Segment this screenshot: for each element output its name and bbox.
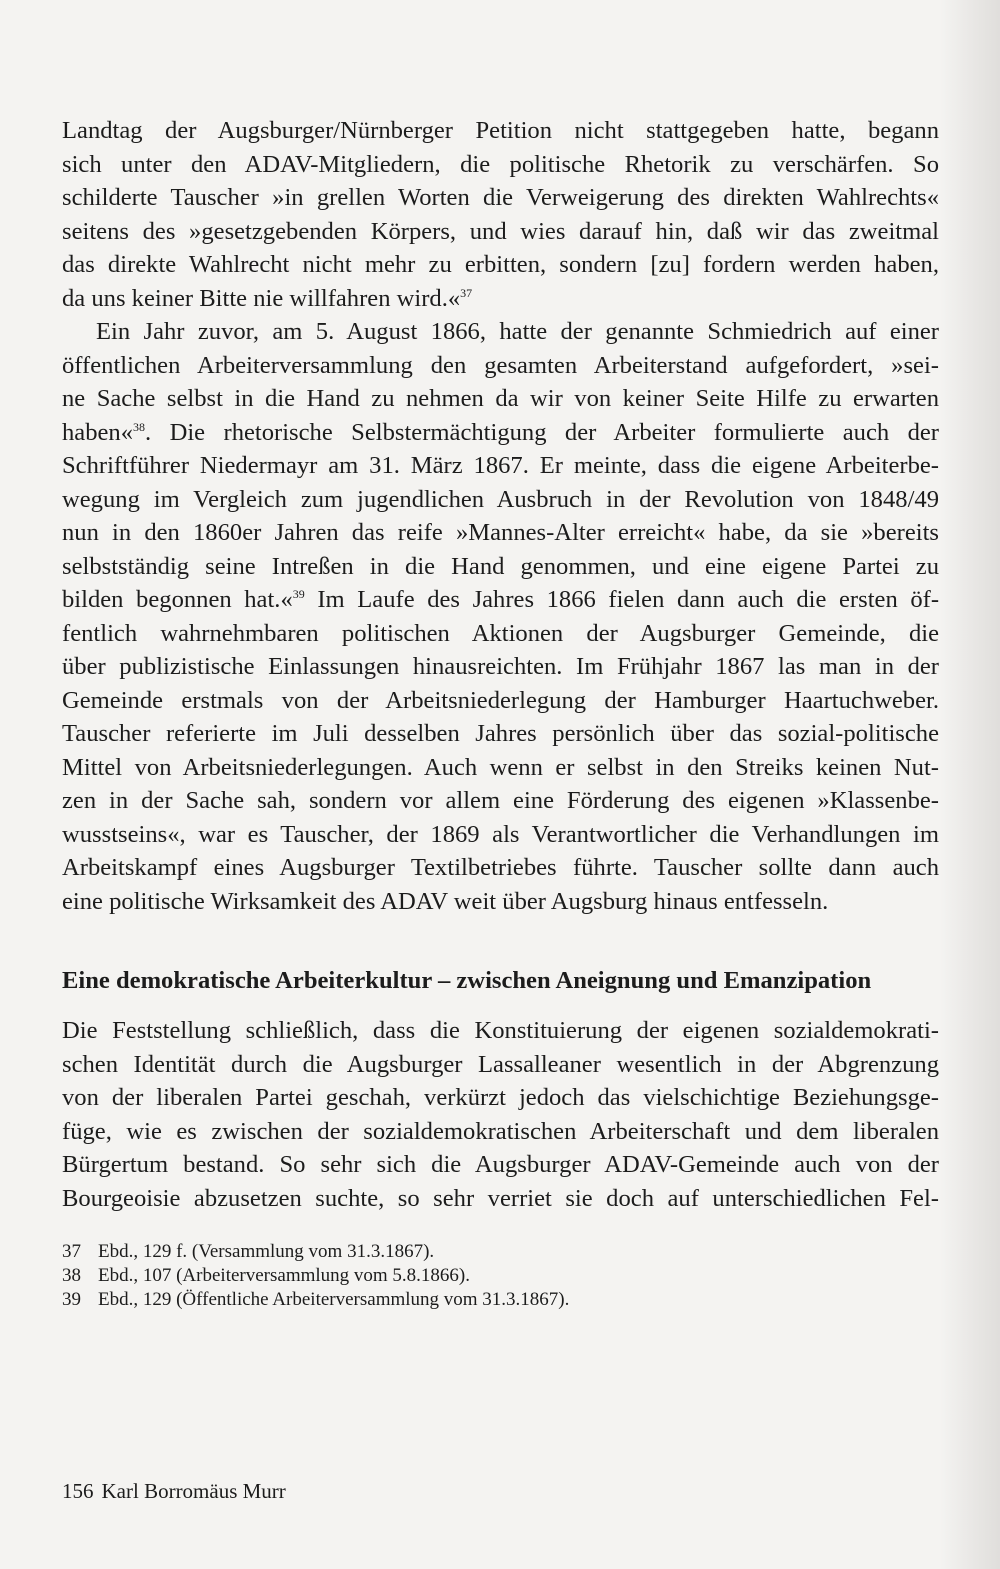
section-heading: Eine demokratische Arbeiterkultur – zwischen Aneignung und Emanzipation bbox=[62, 967, 872, 994]
body-line: fentlich wahrnehmbaren politischen Aktionen der Augsburger Gemeinde, die bbox=[62, 620, 939, 647]
body-line bbox=[62, 282, 939, 316]
body-line: Die Feststellung schließlich, dass die Konstituierung der eigenen sozialdemokrati- bbox=[62, 1017, 939, 1044]
body-line: öffentlichen Arbeiterversammlung den gesamten Arbeiterstand aufgefordert, »sei- bbox=[62, 352, 939, 379]
body-line: Schriftführer Niedermayr am 31. März 1867. Er meinte, dass die eigene Arbeiterbe- bbox=[62, 452, 939, 479]
footnote-text: Ebd., 129 f. (Versammlung vom 31.3.1867). bbox=[98, 1241, 435, 1262]
body-line: zen in der Sache sah, sondern vor allem eine Förderung des eigenen »Klassenbe- bbox=[62, 787, 939, 814]
body-line: Ein Jahr zuvor, am 5. August 1866, hatte der genannte Schmiedrich auf einer bbox=[96, 318, 939, 345]
body-line: wegung im Vergleich zum jugendlichen Ausbruch in der Revolution von 1848/49 bbox=[62, 486, 939, 513]
body-line: Gemeinde erstmals von der Arbeitsniederlegung der Hamburger Haartuchweber. bbox=[62, 687, 939, 714]
footnote bbox=[62, 1240, 939, 1264]
body-line: ne Sache selbst in die Hand zu nehmen da wir von keiner Seite Hilfe zu erwarten bbox=[62, 385, 939, 412]
body-line: schen Identität durch die Augsburger Lassalleaner wesentlich in der Abgrenzung bbox=[62, 1051, 939, 1078]
body-line: Landtag der Augsburger/Nürnberger Petition nicht stattgegeben hatte, begann bbox=[62, 117, 939, 144]
footnote-number: 38 bbox=[62, 1265, 81, 1286]
body-line: sich unter den ADAV-Mitgliedern, die politische Rhetorik zu verschärfen. So bbox=[62, 151, 939, 178]
body-line bbox=[62, 416, 939, 450]
body-line: eine politische Wirksamkeit des ADAV weit über Augsburg hinaus entfesseln. bbox=[62, 888, 829, 915]
body-line: schilderte Tauscher »in grellen Worten die Verweigerung des direkten Wahlrechts« bbox=[62, 184, 939, 211]
page-footer bbox=[62, 1477, 286, 1505]
body-line: Bourgeoisie abzusetzen suchte, so sehr verriet sie doch auf unterschiedlichen Fel- bbox=[62, 1185, 939, 1212]
footnote-number: 39 bbox=[62, 1289, 81, 1310]
body-line: das direkte Wahlrecht nicht mehr zu erbitten, sondern [zu] fordern werden haben, bbox=[62, 251, 939, 278]
footnote-marker: 37 bbox=[460, 285, 473, 300]
body-line: Mittel von Arbeitsniederlegungen. Auch wenn er selbst in den Streiks keinen Nut- bbox=[62, 754, 939, 781]
footnote bbox=[62, 1264, 939, 1288]
body-line: wusstseins«, war es Tauscher, der 1869 als Verantwortlicher die Verhandlungen im bbox=[62, 821, 939, 848]
page-number: 156 bbox=[62, 1479, 94, 1503]
body-line bbox=[62, 583, 939, 617]
footnote-marker: 38 bbox=[133, 419, 146, 434]
footnote-number: 37 bbox=[62, 1241, 81, 1262]
body-line: nun in den 1860er Jahren das reife »Mannes-Alter erreicht« habe, da sie »bereits bbox=[62, 519, 939, 546]
body-line: füge, wie es zwischen der sozialdemokratischen Arbeiterschaft und dem liberalen bbox=[62, 1118, 939, 1145]
body-line: selbstständig seine Intreßen in die Hand genommen, und eine eigene Partei zu bbox=[62, 553, 939, 580]
body-line: Tauscher referierte im Juli desselben Jahres persönlich über das sozial-politische bbox=[62, 720, 939, 747]
footnote bbox=[62, 1288, 939, 1312]
body-line: von der liberalen Partei geschah, verkürzt jedoch das vielschichtige Beziehungsge- bbox=[62, 1084, 939, 1111]
spine-shadow bbox=[940, 0, 1000, 1569]
body-line: über publizistische Einlassungen hinausreichten. Im Frühjahr 1867 las man in der bbox=[62, 653, 939, 680]
running-author: Karl Borromäus Murr bbox=[101, 1479, 286, 1503]
body-line: seitens des »gesetzgebenden Körpers, und wies darauf hin, daß wir das zweitmal bbox=[62, 218, 939, 245]
body-line-text: haben«$^{38}$. Die rhetorische Selbstermächtigung der Arbeiter formulierte auch der bbox=[62, 419, 939, 446]
body-line-text: bilden begonnen hat.«$^{39}$ Im Laufe des Jahres 1866 fielen dann auch die ersten öf- bbox=[62, 586, 940, 613]
body-line: Bürgertum bestand. So sehr sich die Augsburger ADAV-Gemeinde auch von der bbox=[62, 1151, 939, 1178]
body-line-text: da uns keiner Bitte nie willfahren wird.« bbox=[62, 285, 461, 312]
footnote-marker: 39 bbox=[292, 586, 305, 601]
footnote-text: Ebd., 129 (Öffentliche Arbeiterversammlung vom 31.3.1867). bbox=[98, 1289, 570, 1310]
body-line: Arbeitskampf eines Augsburger Textilbetriebes führte. Tauscher sollte dann auch bbox=[62, 854, 939, 881]
footnote-text: Ebd., 107 (Arbeiterversammlung vom 5.8.1866). bbox=[98, 1265, 471, 1286]
